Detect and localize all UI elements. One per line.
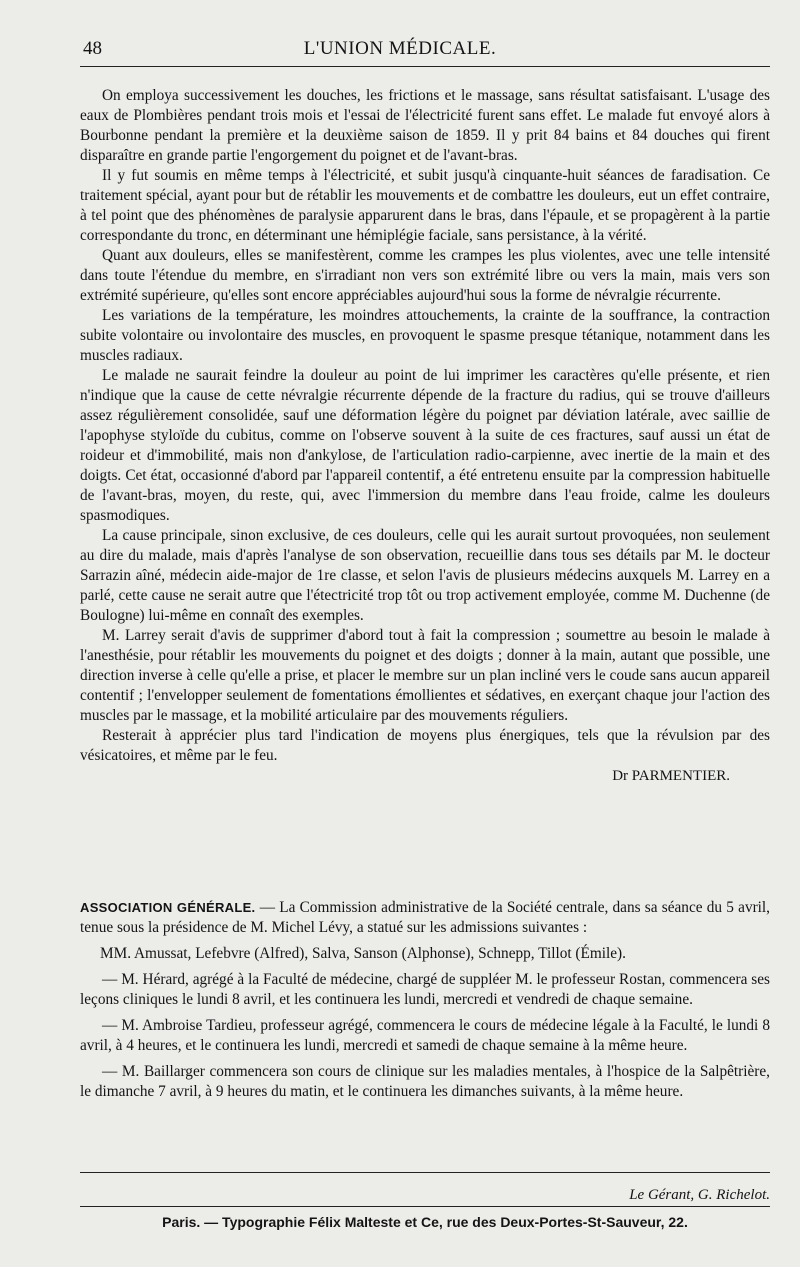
- article-paragraph: La cause principale, sinon exclusive, de ces douleurs, celle qui les aurait surtout provoquées, non seulement au dire du malade, mais d'après l'analyse de son observation, recueillie dans tous ses détails par M. le docteur Sarrazin aîné, médecin aide-major de 1re classe, et selon l'avis de plusieurs médecins auxquels M. Larrey en a parlé, cette cause ne serait autre que l'étectricité trop tôt ou trop activement employée, comme M. Duchenne (de Boulogne) lui-même en connaît des exemples.: [80, 527, 770, 624]
- page-number: 48: [83, 38, 102, 59]
- imprint-rule: [80, 1206, 770, 1207]
- section-heading: ASSOCIATION GÉNÉRALE.: [80, 900, 256, 915]
- gerant-signature: Le Gérant, G. Richelot.: [629, 1187, 770, 1203]
- course-notice: — M. Ambroise Tardieu, professeur agrégé, commencera le cours de médecine légale à la Faculté, le lundi 8 avril, à 4 heures, et le continuera les lundi, mercredi et samedi de chaque semaine à la même heure.: [80, 1017, 770, 1054]
- article-body: [80, 86, 770, 785]
- footer-rule: [80, 1172, 770, 1173]
- admitted-members: MM. Amussat, Lefebvre (Alfred), Salva, Sanson (Alphonse), Schnepp, Tillot (Émile).: [100, 945, 626, 962]
- article-paragraph: Le malade ne saurait feindre la douleur au point de lui imprimer les caractères qu'elle présente, et rien n'indique que la cause de cette névralgie récurrente dépende de la fracture du radius, qui se trouve d'ailleurs assez régulièrement consolidée, sauf une déformation légère du poignet par déviation latérale, avec saillie de l'apophyse styloïde du cubitus, comme on l'observe souvent à la suite de ces fractures, sauf aussi un état de roideur et d'immobilité, mais non d'ankylose, de l'articulation radio-carpienne, avec inertie de la main et des doigts. Cet état, occasionné d'abord par l'appareil contentif, a été entretenu ensuite par la compression habituelle de l'avant-bras, moyen, du reste, qui, avec l'immersion du membre dans l'eau froide, calme les douleurs spasmodiques.: [80, 367, 770, 524]
- article-paragraph: On employa successivement les douches, les frictions et le massage, sans résultat satisfaisant. L'usage des eaux de Plombières pendant trois mois et l'essai de l'électricité furent sans effet. Le malade fut envoyé alors à Bourbonne pendant la première et la deuxième saison de 1859. Il y prit 84 bains et 84 douches qui firent disparaître en grande partie l'engorgement du poignet et de l'avant-bras.: [80, 87, 770, 164]
- article-paragraph: Il y fut soumis en même temps à l'électricité, et subit jusqu'à cinquante-huit séances de faradisation. Ce traitement spécial, ayant pour but de rétablir les mouvements et de combattre les douleurs, eut un effet contraire, à tel point que des phénomènes de paralysie apparurent dans le bras, dans l'épaule, et se propagèrent à la partie correspondante du tronc, en déterminant une hémiplégie faciale, sans persistance, à la vérité.: [80, 167, 770, 244]
- article-paragraph: Resterait à apprécier plus tard l'indication de moyens plus énergiques, tels que la révulsion par des vésicatoires, et même par le feu.: [80, 727, 770, 764]
- announcements: [80, 898, 770, 1108]
- course-notice: — M. Baillarger commencera son cours de clinique sur les maladies mentales, à l'hospice de la Salpêtrière, le dimanche 7 avril, à 9 heures du matin, et le continuera les dimanches suivants, à la même heure.: [80, 1063, 770, 1100]
- association-notice: [80, 898, 770, 938]
- association-intro: — La Commission administrative de la Société centrale, dans sa séance du 5 avril, tenue sous la présidence de M. Michel Lévy, a statué sur les admissions suivantes :: [80, 899, 771, 936]
- article-paragraph: Quant aux douleurs, elles se manifestèrent, comme les crampes les plus violentes, avec une telle intensité dans toute l'étendue du membre, en s'irradiant non vers son extrémité libre ou vers la main, mais vers son extrémité supérieure, qu'elles sont encore appréciables aujourd'hui sous la forme de névralgie récurrente.: [80, 247, 770, 304]
- article-paragraph: Les variations de la température, les moindres attouchements, la crainte de la souffrance, la contraction subite volontaire ou involontaire des muscles, en provoquent le spasme presque tétanique, notamment dans les muscles radiaux.: [80, 307, 770, 364]
- author-signature: Dr PARMENTIER.: [612, 768, 730, 784]
- header-rule: [80, 66, 770, 67]
- course-notice: — M. Hérard, agrégé à la Faculté de médecine, chargé de suppléer M. le professeur Rostan, commencera ses leçons cliniques le lundi 8 avril, et les continuera les lundi, mercredi et vendredi de chaque semaine.: [80, 971, 770, 1008]
- article-paragraph: M. Larrey serait d'avis de supprimer d'abord tout à fait la compression ; soumettre au besoin le malade à l'anesthésie, pour rétablir les mouvements du poignet et des doigts ; donner à la main, autant que possible, une direction inverse à celle qu'elle a prise, et placer le membre sur un plan incliné vers le coude sans aucun appareil contentif ; l'envelopper seulement de fomentations émollientes et sédatives, en exerçant chaque jour l'action des muscles par le massage, et la mobilité articulaire par des mouvements réguliers.: [80, 627, 770, 724]
- running-title: L'UNION MÉDICALE.: [303, 38, 497, 59]
- printer-imprint: Paris. — Typographie Félix Malteste et Ce, rue des Deux-Portes-St-Sauveur, 22.: [162, 1214, 688, 1230]
